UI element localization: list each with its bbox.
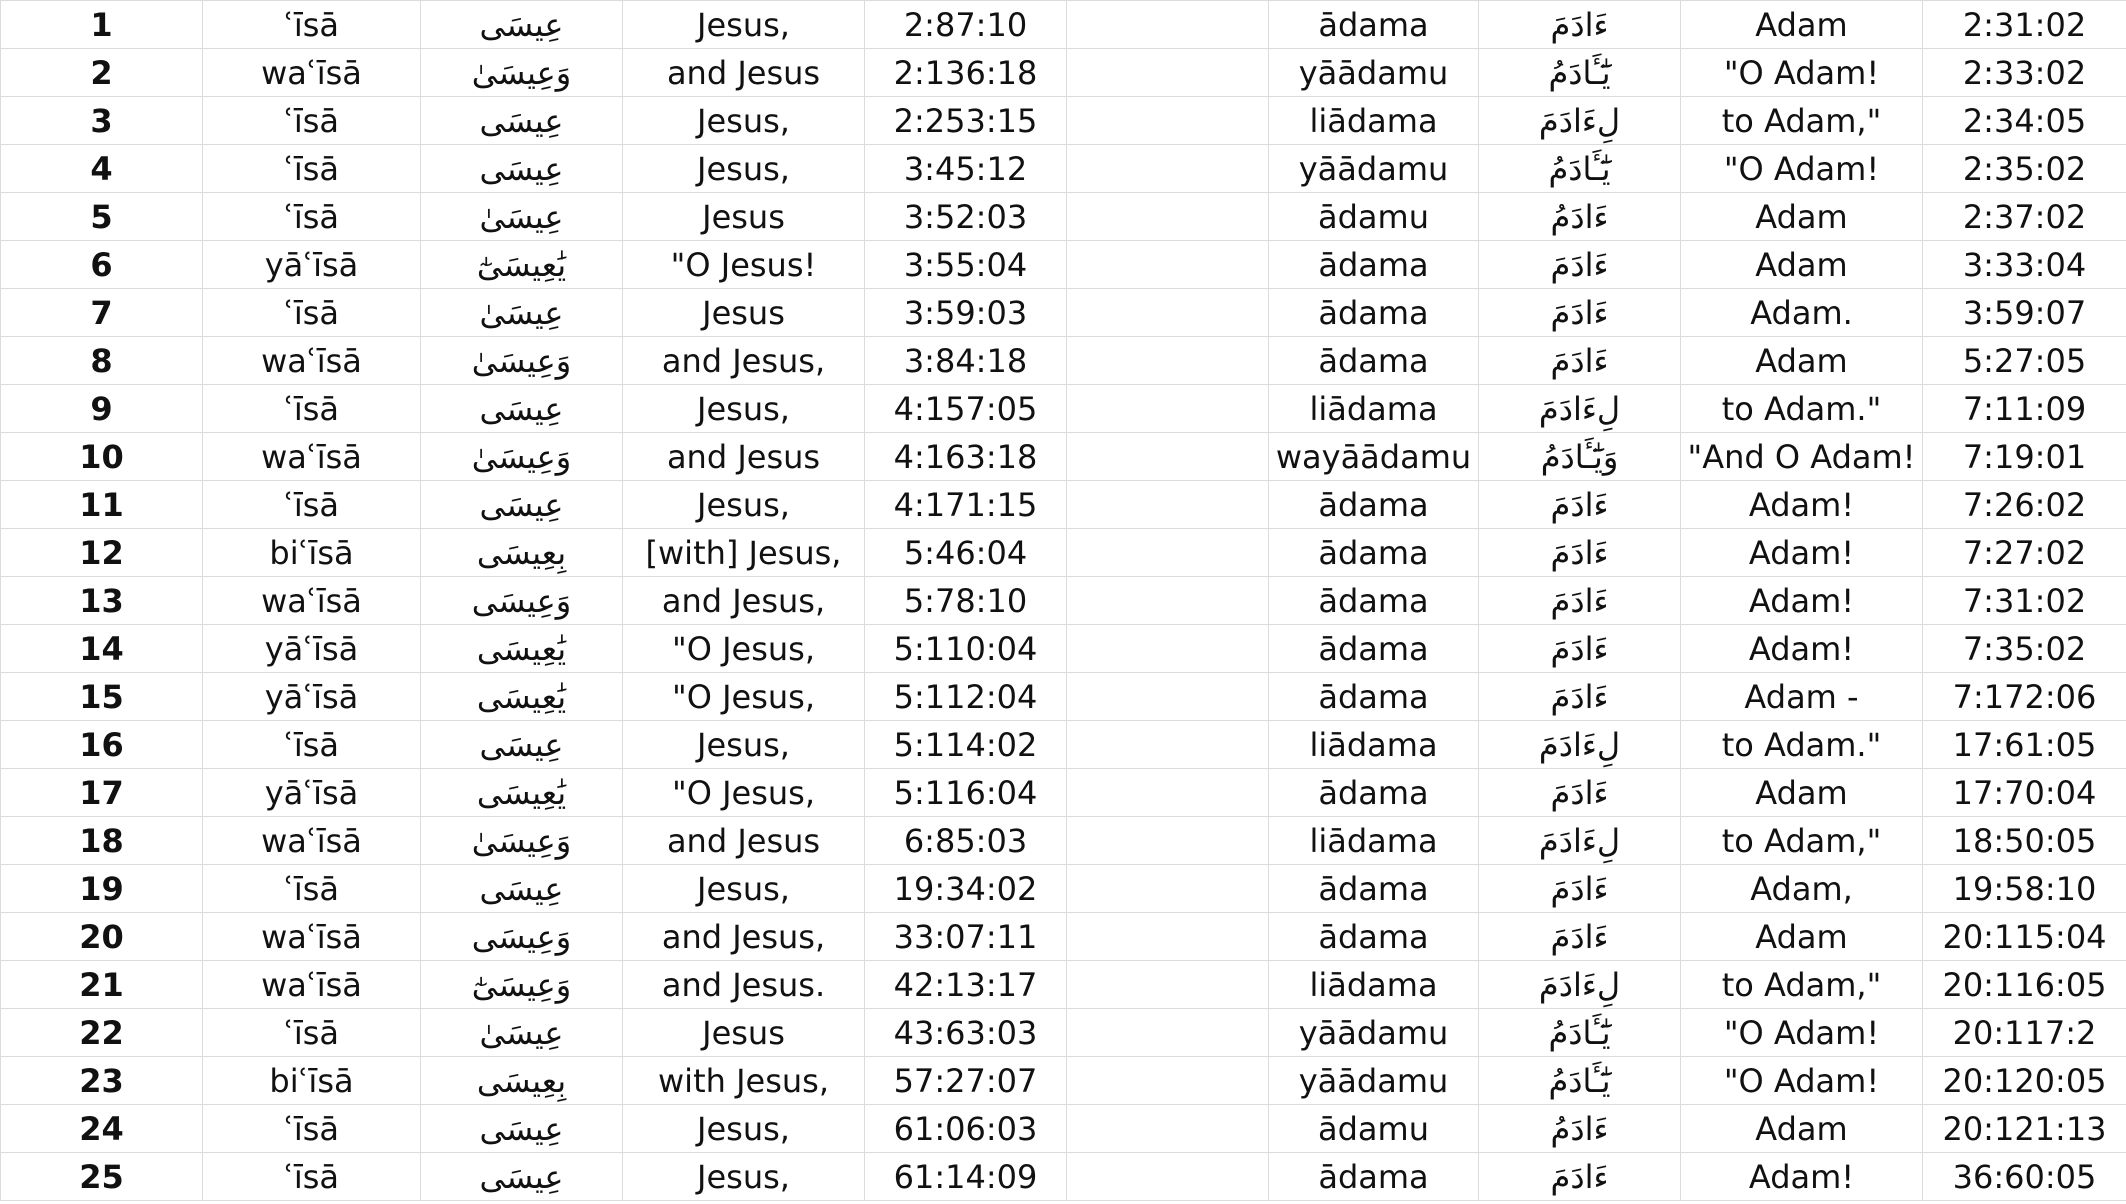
isa-reference-cell[interactable]: 4:157:05	[865, 385, 1067, 433]
adam-arabic-cell[interactable]: يَٰٓـَٔادَمُ	[1479, 145, 1681, 193]
empty-cell[interactable]	[1067, 193, 1269, 241]
table-row	[1, 49, 2126, 97]
isa-english-cell[interactable]: Jesus,	[623, 481, 865, 529]
adam-arabic-cell[interactable]: يَٰٓـَٔادَمُ	[1479, 1057, 1681, 1105]
adam-arabic-cell[interactable]: ءَادَمَ	[1479, 913, 1681, 961]
row-number[interactable]: 10	[1, 433, 203, 481]
adam-transliteration-cell[interactable]: liādama	[1269, 385, 1479, 433]
isa-arabic-cell[interactable]: عِيسَى	[421, 721, 623, 769]
row-number[interactable]: 1	[1, 1, 203, 49]
isa-english-cell[interactable]: "O Jesus,	[623, 673, 865, 721]
row-number[interactable]: 18	[1, 817, 203, 865]
isa-reference-cell[interactable]: 6:85:03	[865, 817, 1067, 865]
isa-reference-cell[interactable]: 5:116:04	[865, 769, 1067, 817]
isa-transliteration-cell[interactable]: waʿīsā	[203, 337, 421, 385]
adam-transliteration-cell[interactable]: ādama	[1269, 1153, 1479, 1201]
empty-cell[interactable]	[1067, 337, 1269, 385]
adam-arabic-cell[interactable]: ءَادَمَ	[1479, 529, 1681, 577]
adam-transliteration-cell[interactable]: yāādamu	[1269, 49, 1479, 97]
isa-reference-cell[interactable]: 3:59:03	[865, 289, 1067, 337]
adam-reference-cell[interactable]: 17:70:04	[1923, 769, 2126, 817]
isa-english-cell[interactable]: Jesus	[623, 289, 865, 337]
row-number[interactable]: 5	[1, 193, 203, 241]
isa-transliteration-cell[interactable]: waʿīsā	[203, 433, 421, 481]
adam-arabic-cell[interactable]: ءَادَمَ	[1479, 241, 1681, 289]
adam-english-cell[interactable]: Adam!	[1681, 577, 1923, 625]
adam-transliteration-cell[interactable]: ādama	[1269, 913, 1479, 961]
adam-transliteration-cell[interactable]: ādama	[1269, 577, 1479, 625]
isa-transliteration-cell[interactable]: ʿīsā	[203, 481, 421, 529]
adam-transliteration-cell[interactable]: ādama	[1269, 529, 1479, 577]
table-row	[1, 1057, 2126, 1105]
adam-reference-cell[interactable]: 20:121:13	[1923, 1105, 2126, 1153]
adam-arabic-cell[interactable]: لِءَادَمَ	[1479, 817, 1681, 865]
adam-english-cell[interactable]: "O Adam!	[1681, 49, 1923, 97]
table-row	[1, 865, 2126, 913]
empty-cell[interactable]	[1067, 49, 1269, 97]
adam-transliteration-cell[interactable]: ādamu	[1269, 1105, 1479, 1153]
table-row	[1, 529, 2126, 577]
adam-english-cell[interactable]: to Adam,"	[1681, 961, 1923, 1009]
row-number[interactable]: 14	[1, 625, 203, 673]
table-row	[1, 673, 2126, 721]
adam-reference-cell[interactable]: 3:33:04	[1923, 241, 2126, 289]
isa-arabic-cell[interactable]: يَٰعِيسَى	[421, 769, 623, 817]
adam-transliteration-cell[interactable]: ādama	[1269, 241, 1479, 289]
row-number[interactable]: 23	[1, 1057, 203, 1105]
adam-english-cell[interactable]: Adam	[1681, 337, 1923, 385]
isa-reference-cell[interactable]: 57:27:07	[865, 1057, 1067, 1105]
table-row	[1, 1009, 2126, 1057]
row-number[interactable]: 11	[1, 481, 203, 529]
adam-arabic-cell[interactable]: يَٰٓـَٔادَمُ	[1479, 49, 1681, 97]
adam-transliteration-cell[interactable]: ādama	[1269, 625, 1479, 673]
isa-transliteration-cell[interactable]: yāʿīsā	[203, 625, 421, 673]
isa-transliteration-cell[interactable]: ʿīsā	[203, 1105, 421, 1153]
adam-arabic-cell[interactable]: لِءَادَمَ	[1479, 97, 1681, 145]
row-number[interactable]: 15	[1, 673, 203, 721]
row-number[interactable]: 17	[1, 769, 203, 817]
isa-transliteration-cell[interactable]: ʿīsā	[203, 1, 421, 49]
adam-english-cell[interactable]: Adam	[1681, 241, 1923, 289]
adam-arabic-cell[interactable]: لِءَادَمَ	[1479, 721, 1681, 769]
table-row	[1, 481, 2126, 529]
empty-cell[interactable]	[1067, 289, 1269, 337]
adam-reference-cell[interactable]: 5:27:05	[1923, 337, 2126, 385]
isa-english-cell[interactable]: "O Jesus,	[623, 769, 865, 817]
adam-reference-cell[interactable]: 2:34:05	[1923, 97, 2126, 145]
table-row	[1, 193, 2126, 241]
isa-reference-cell[interactable]: 2:136:18	[865, 49, 1067, 97]
row-number[interactable]: 25	[1, 1153, 203, 1201]
table-row	[1, 961, 2126, 1009]
adam-reference-cell[interactable]: 20:117:2	[1923, 1009, 2126, 1057]
empty-cell[interactable]	[1067, 769, 1269, 817]
sheet-body	[1, 1, 2126, 1201]
isa-transliteration-cell[interactable]: yāʿīsā	[203, 241, 421, 289]
adam-english-cell[interactable]: Adam	[1681, 1, 1923, 49]
adam-transliteration-cell[interactable]: liādama	[1269, 817, 1479, 865]
isa-arabic-cell[interactable]: عِيسَى	[421, 1153, 623, 1201]
table-row	[1, 625, 2126, 673]
isa-transliteration-cell[interactable]: ʿīsā	[203, 145, 421, 193]
adam-reference-cell[interactable]: 3:59:07	[1923, 289, 2126, 337]
isa-reference-cell[interactable]: 5:46:04	[865, 529, 1067, 577]
isa-reference-cell[interactable]: 5:114:02	[865, 721, 1067, 769]
adam-transliteration-cell[interactable]: ādama	[1269, 673, 1479, 721]
isa-arabic-cell[interactable]: عِيسَىٰ	[421, 1009, 623, 1057]
isa-transliteration-cell[interactable]: ʿīsā	[203, 289, 421, 337]
isa-english-cell[interactable]: Jesus,	[623, 865, 865, 913]
adam-english-cell[interactable]: Adam	[1681, 193, 1923, 241]
empty-cell[interactable]	[1067, 721, 1269, 769]
isa-english-cell[interactable]: Jesus	[623, 1009, 865, 1057]
isa-english-cell[interactable]: Jesus,	[623, 145, 865, 193]
adam-arabic-cell[interactable]: لِءَادَمَ	[1479, 385, 1681, 433]
table-row	[1, 385, 2126, 433]
adam-arabic-cell[interactable]: ءَادَمَ	[1479, 337, 1681, 385]
adam-arabic-cell[interactable]: ءَادَمَ	[1479, 769, 1681, 817]
table-row	[1, 721, 2126, 769]
isa-english-cell[interactable]: Jesus,	[623, 385, 865, 433]
adam-english-cell[interactable]: Adam.	[1681, 289, 1923, 337]
adam-reference-cell[interactable]: 7:172:06	[1923, 673, 2126, 721]
row-number[interactable]: 3	[1, 97, 203, 145]
adam-english-cell[interactable]: "And O Adam!	[1681, 433, 1923, 481]
isa-reference-cell[interactable]: 5:78:10	[865, 577, 1067, 625]
empty-cell[interactable]	[1067, 385, 1269, 433]
isa-transliteration-cell[interactable]: biʿīsā	[203, 1057, 421, 1105]
table-row	[1, 241, 2126, 289]
isa-reference-cell[interactable]: 3:52:03	[865, 193, 1067, 241]
isa-reference-cell[interactable]: 3:84:18	[865, 337, 1067, 385]
row-number[interactable]: 8	[1, 337, 203, 385]
adam-reference-cell[interactable]: 7:26:02	[1923, 481, 2126, 529]
table-row	[1, 769, 2126, 817]
isa-arabic-cell[interactable]: عِيسَى	[421, 1, 623, 49]
isa-arabic-cell[interactable]: عِيسَى	[421, 97, 623, 145]
isa-arabic-cell[interactable]: وَعِيسَىٰ	[421, 433, 623, 481]
isa-transliteration-cell[interactable]: waʿīsā	[203, 961, 421, 1009]
empty-cell[interactable]	[1067, 481, 1269, 529]
empty-cell[interactable]	[1067, 1105, 1269, 1153]
isa-english-cell[interactable]: Jesus,	[623, 97, 865, 145]
adam-english-cell[interactable]: Adam!	[1681, 1153, 1923, 1201]
isa-english-cell[interactable]: and Jesus,	[623, 913, 865, 961]
adam-english-cell[interactable]: "O Adam!	[1681, 1009, 1923, 1057]
adam-reference-cell[interactable]: 19:58:10	[1923, 865, 2126, 913]
adam-english-cell[interactable]: "O Adam!	[1681, 145, 1923, 193]
isa-reference-cell[interactable]: 33:07:11	[865, 913, 1067, 961]
empty-cell[interactable]	[1067, 913, 1269, 961]
isa-english-cell[interactable]: and Jesus	[623, 49, 865, 97]
table-row	[1, 913, 2126, 961]
isa-transliteration-cell[interactable]: yāʿīsā	[203, 769, 421, 817]
adam-transliteration-cell[interactable]: yāādamu	[1269, 1009, 1479, 1057]
table-row	[1, 145, 2126, 193]
isa-reference-cell[interactable]: 19:34:02	[865, 865, 1067, 913]
isa-english-cell[interactable]: "O Jesus,	[623, 625, 865, 673]
adam-english-cell[interactable]: Adam!	[1681, 481, 1923, 529]
empty-cell[interactable]	[1067, 673, 1269, 721]
adam-arabic-cell[interactable]: ءَادَمَ	[1479, 289, 1681, 337]
adam-english-cell[interactable]: to Adam,"	[1681, 97, 1923, 145]
empty-cell[interactable]	[1067, 577, 1269, 625]
adam-english-cell[interactable]: to Adam,"	[1681, 817, 1923, 865]
isa-transliteration-cell[interactable]: yāʿīsā	[203, 673, 421, 721]
adam-arabic-cell[interactable]: يَٰٓـَٔادَمُ	[1479, 1009, 1681, 1057]
adam-arabic-cell[interactable]: لِءَادَمَ	[1479, 961, 1681, 1009]
adam-transliteration-cell[interactable]: ādama	[1269, 1, 1479, 49]
adam-english-cell[interactable]: Adam!	[1681, 625, 1923, 673]
row-number[interactable]: 13	[1, 577, 203, 625]
row-number[interactable]: 6	[1, 241, 203, 289]
empty-cell[interactable]	[1067, 625, 1269, 673]
isa-transliteration-cell[interactable]: ʿīsā	[203, 193, 421, 241]
isa-english-cell[interactable]: and Jesus	[623, 817, 865, 865]
row-number[interactable]: 4	[1, 145, 203, 193]
table-row	[1, 97, 2126, 145]
adam-arabic-cell[interactable]: ءَادَمَ	[1479, 673, 1681, 721]
isa-english-cell[interactable]: and Jesus.	[623, 961, 865, 1009]
adam-reference-cell[interactable]: 2:35:02	[1923, 145, 2126, 193]
isa-reference-cell[interactable]: 3:45:12	[865, 145, 1067, 193]
adam-arabic-cell[interactable]: وَيَٰٓـَٔادَمُ	[1479, 433, 1681, 481]
empty-cell[interactable]	[1067, 865, 1269, 913]
isa-arabic-cell[interactable]: عِيسَى	[421, 1105, 623, 1153]
isa-arabic-cell[interactable]: بِعِيسَى	[421, 1057, 623, 1105]
adam-transliteration-cell[interactable]: yāādamu	[1269, 1057, 1479, 1105]
row-number[interactable]: 16	[1, 721, 203, 769]
row-number[interactable]: 22	[1, 1009, 203, 1057]
isa-arabic-cell[interactable]: عِيسَى	[421, 145, 623, 193]
isa-transliteration-cell[interactable]: ʿīsā	[203, 721, 421, 769]
empty-cell[interactable]	[1067, 1, 1269, 49]
adam-transliteration-cell[interactable]: wayāādamu	[1269, 433, 1479, 481]
adam-english-cell[interactable]: Adam	[1681, 769, 1923, 817]
adam-reference-cell[interactable]: 2:31:02	[1923, 1, 2126, 49]
table-row	[1, 1153, 2126, 1201]
isa-arabic-cell[interactable]: وَعِيسَىٰ	[421, 49, 623, 97]
adam-transliteration-cell[interactable]: liādama	[1269, 97, 1479, 145]
isa-arabic-cell[interactable]: يَٰعِيسَىٰٓ	[421, 241, 623, 289]
isa-arabic-cell[interactable]: عِيسَى	[421, 481, 623, 529]
isa-transliteration-cell[interactable]: ʿīsā	[203, 385, 421, 433]
isa-arabic-cell[interactable]: عِيسَى	[421, 385, 623, 433]
adam-reference-cell[interactable]: 2:37:02	[1923, 193, 2126, 241]
adam-arabic-cell[interactable]: ءَادَمَ	[1479, 1153, 1681, 1201]
isa-arabic-cell[interactable]: وَعِيسَىٰٓ	[421, 961, 623, 1009]
isa-reference-cell[interactable]: 2:253:15	[865, 97, 1067, 145]
isa-reference-cell[interactable]: 2:87:10	[865, 1, 1067, 49]
empty-cell[interactable]	[1067, 433, 1269, 481]
isa-reference-cell[interactable]: 61:06:03	[865, 1105, 1067, 1153]
table-row	[1, 817, 2126, 865]
isa-english-cell[interactable]: Jesus	[623, 193, 865, 241]
adam-transliteration-cell[interactable]: ādama	[1269, 481, 1479, 529]
table-row	[1, 337, 2126, 385]
adam-arabic-cell[interactable]: ءَادَمُ	[1479, 193, 1681, 241]
row-number[interactable]: 20	[1, 913, 203, 961]
adam-transliteration-cell[interactable]: liādama	[1269, 721, 1479, 769]
adam-arabic-cell[interactable]: ءَادَمَ	[1479, 865, 1681, 913]
adam-arabic-cell[interactable]: ءَادَمُ	[1479, 1105, 1681, 1153]
empty-cell[interactable]	[1067, 241, 1269, 289]
table-row	[1, 1, 2126, 49]
isa-transliteration-cell[interactable]: waʿīsā	[203, 577, 421, 625]
empty-cell[interactable]	[1067, 145, 1269, 193]
adam-english-cell[interactable]: to Adam."	[1681, 721, 1923, 769]
isa-arabic-cell[interactable]: يَٰعِيسَى	[421, 625, 623, 673]
isa-transliteration-cell[interactable]: ʿīsā	[203, 1153, 421, 1201]
row-number[interactable]: 19	[1, 865, 203, 913]
adam-english-cell[interactable]: Adam!	[1681, 529, 1923, 577]
isa-arabic-cell[interactable]: عِيسَىٰ	[421, 289, 623, 337]
adam-reference-cell[interactable]: 18:50:05	[1923, 817, 2126, 865]
isa-reference-cell[interactable]: 61:14:09	[865, 1153, 1067, 1201]
isa-reference-cell[interactable]: 5:112:04	[865, 673, 1067, 721]
adam-reference-cell[interactable]: 20:116:05	[1923, 961, 2126, 1009]
empty-cell[interactable]	[1067, 1009, 1269, 1057]
adam-arabic-cell[interactable]: ءَادَمَ	[1479, 481, 1681, 529]
isa-english-cell[interactable]: with Jesus,	[623, 1057, 865, 1105]
isa-transliteration-cell[interactable]: ʿīsā	[203, 97, 421, 145]
adam-arabic-cell[interactable]: ءَادَمَ	[1479, 625, 1681, 673]
isa-transliteration-cell[interactable]: waʿīsā	[203, 913, 421, 961]
isa-arabic-cell[interactable]: عِيسَى	[421, 865, 623, 913]
isa-english-cell[interactable]: "O Jesus!	[623, 241, 865, 289]
adam-reference-cell[interactable]: 20:115:04	[1923, 913, 2126, 961]
adam-transliteration-cell[interactable]: ādama	[1269, 865, 1479, 913]
row-number[interactable]: 21	[1, 961, 203, 1009]
empty-cell[interactable]	[1067, 97, 1269, 145]
adam-transliteration-cell[interactable]: yāādamu	[1269, 145, 1479, 193]
empty-cell[interactable]	[1067, 1153, 1269, 1201]
adam-transliteration-cell[interactable]: liādama	[1269, 961, 1479, 1009]
isa-english-cell[interactable]: and Jesus,	[623, 337, 865, 385]
isa-english-cell[interactable]: Jesus,	[623, 1153, 865, 1201]
isa-english-cell[interactable]: and Jesus	[623, 433, 865, 481]
table-row	[1, 433, 2126, 481]
isa-transliteration-cell[interactable]: ʿīsā	[203, 1009, 421, 1057]
row-number[interactable]: 12	[1, 529, 203, 577]
isa-arabic-cell[interactable]: بِعِيسَى	[421, 529, 623, 577]
table-row	[1, 577, 2126, 625]
isa-arabic-cell[interactable]: وَعِيسَى	[421, 913, 623, 961]
adam-transliteration-cell[interactable]: ādama	[1269, 337, 1479, 385]
adam-transliteration-cell[interactable]: ādama	[1269, 769, 1479, 817]
empty-cell[interactable]	[1067, 1057, 1269, 1105]
isa-english-cell[interactable]: [with] Jesus,	[623, 529, 865, 577]
row-number[interactable]: 7	[1, 289, 203, 337]
isa-transliteration-cell[interactable]: waʿīsā	[203, 817, 421, 865]
adam-reference-cell[interactable]: 7:27:02	[1923, 529, 2126, 577]
table-row	[1, 1105, 2126, 1153]
adam-arabic-cell[interactable]: ءَادَمَ	[1479, 577, 1681, 625]
row-number[interactable]: 2	[1, 49, 203, 97]
table-row	[1, 289, 2126, 337]
adam-reference-cell[interactable]: 7:31:02	[1923, 577, 2126, 625]
isa-arabic-cell[interactable]: يَٰعِيسَى	[421, 673, 623, 721]
isa-reference-cell[interactable]: 5:110:04	[865, 625, 1067, 673]
adam-reference-cell[interactable]: 17:61:05	[1923, 721, 2126, 769]
adam-reference-cell[interactable]: 7:11:09	[1923, 385, 2126, 433]
empty-cell[interactable]	[1067, 529, 1269, 577]
isa-reference-cell[interactable]: 43:63:03	[865, 1009, 1067, 1057]
adam-reference-cell[interactable]: 7:35:02	[1923, 625, 2126, 673]
isa-english-cell[interactable]: Jesus,	[623, 721, 865, 769]
isa-transliteration-cell[interactable]: biʿīsā	[203, 529, 421, 577]
isa-reference-cell[interactable]: 4:171:15	[865, 481, 1067, 529]
isa-arabic-cell[interactable]: وَعِيسَى	[421, 577, 623, 625]
isa-english-cell[interactable]: Jesus,	[623, 1105, 865, 1153]
empty-cell[interactable]	[1067, 961, 1269, 1009]
isa-transliteration-cell[interactable]: waʿīsā	[203, 49, 421, 97]
adam-english-cell[interactable]: "O Adam!	[1681, 1057, 1923, 1105]
adam-reference-cell[interactable]: 7:19:01	[1923, 433, 2126, 481]
adam-english-cell[interactable]: Adam -	[1681, 673, 1923, 721]
isa-reference-cell[interactable]: 42:13:17	[865, 961, 1067, 1009]
isa-english-cell[interactable]: and Jesus,	[623, 577, 865, 625]
row-number[interactable]: 9	[1, 385, 203, 433]
adam-english-cell[interactable]: to Adam."	[1681, 385, 1923, 433]
adam-transliteration-cell[interactable]: ādama	[1269, 289, 1479, 337]
adam-transliteration-cell[interactable]: ādamu	[1269, 193, 1479, 241]
adam-arabic-cell[interactable]: ءَادَمَ	[1479, 1, 1681, 49]
isa-reference-cell[interactable]: 3:55:04	[865, 241, 1067, 289]
isa-english-cell[interactable]: Jesus,	[623, 1, 865, 49]
isa-arabic-cell[interactable]: وَعِيسَىٰ	[421, 817, 623, 865]
adam-english-cell[interactable]: Adam	[1681, 1105, 1923, 1153]
isa-transliteration-cell[interactable]: ʿīsā	[203, 865, 421, 913]
adam-english-cell[interactable]: Adam,	[1681, 865, 1923, 913]
adam-reference-cell[interactable]: 36:60:05	[1923, 1153, 2126, 1201]
isa-arabic-cell[interactable]: وَعِيسَىٰ	[421, 337, 623, 385]
adam-reference-cell[interactable]: 20:120:05	[1923, 1057, 2126, 1105]
isa-arabic-cell[interactable]: عِيسَىٰ	[421, 193, 623, 241]
row-number[interactable]: 24	[1, 1105, 203, 1153]
isa-reference-cell[interactable]: 4:163:18	[865, 433, 1067, 481]
adam-english-cell[interactable]: Adam	[1681, 913, 1923, 961]
empty-cell[interactable]	[1067, 817, 1269, 865]
adam-reference-cell[interactable]: 2:33:02	[1923, 49, 2126, 97]
